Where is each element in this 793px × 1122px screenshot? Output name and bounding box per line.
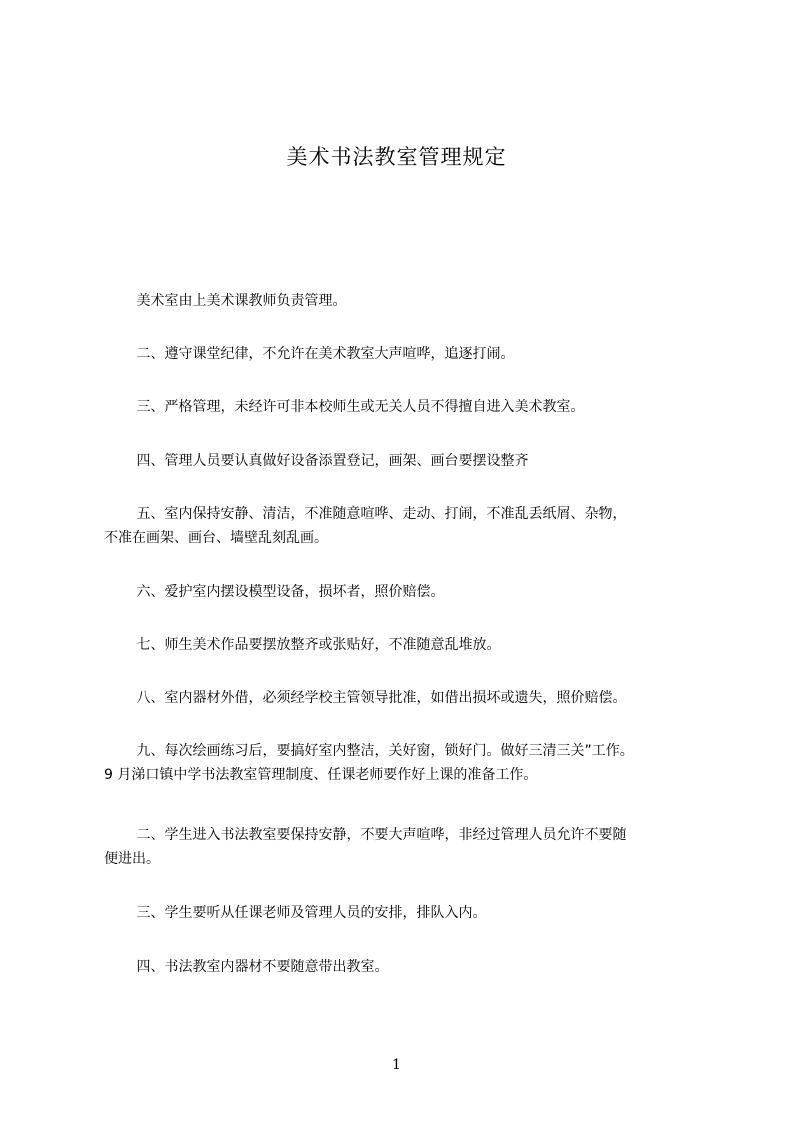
paragraph-7 xyxy=(104,633,704,657)
paragraph-10 xyxy=(104,823,704,871)
page-title: 美术书法教室管理规定 xyxy=(286,145,507,169)
paragraph-line: 美术室由上美术课教师负责管理。 xyxy=(104,293,347,309)
paragraph-line: 便进出。 xyxy=(104,851,160,867)
paragraph-line: 四、书法教室内器材不要随意带出教室。 xyxy=(104,959,389,975)
paragraph-line: 八、室内器材外借，必须经学校主管领导批准，如借出损坏或遗失，照价赔偿。 xyxy=(104,690,627,706)
paragraph-11 xyxy=(104,901,704,925)
paragraph-line: 三、严格管理，未经许可非本校师生或无关人员不得擅自进入美术教室。 xyxy=(104,399,585,415)
paragraph-5 xyxy=(104,502,704,550)
paragraph-12 xyxy=(104,955,704,979)
paragraph-9 xyxy=(104,739,704,787)
paragraph-8 xyxy=(104,686,704,710)
paragraph-line: 六、爱护室内摆设模型设备，损坏者，照价赔偿。 xyxy=(104,584,445,600)
paragraph-1 xyxy=(104,289,704,313)
paragraph-line: 四、管理人员要认真做好设备添置登记，画架、画台要摆设整齐 xyxy=(104,453,529,469)
paragraph-3 xyxy=(104,395,704,419)
paragraph-line: 九、每次绘画练习后，要搞好室内整洁，关好窗，锁好门。做好三清三关”工作。 xyxy=(104,743,634,759)
paragraph-line: 三、学生要听从任课老师及管理人员的安排，排队入内。 xyxy=(104,905,487,921)
page-number: 1 xyxy=(392,1057,401,1073)
paragraph-2 xyxy=(104,342,704,366)
paragraph-line: 二、学生进入书法教室要保持安静，不要大声喧哗，非经过管理人员允许不要随 xyxy=(104,827,627,843)
paragraph-line: 五、室内保持安静、清洁，不准随意喧哗、走动、打闹，不准乱丢纸屑、杂物， xyxy=(104,506,627,522)
paragraph-line: 二、遵守课堂纪律，不允许在美术教室大声喧哗，追逐打闹。 xyxy=(104,346,515,362)
paragraph-4 xyxy=(104,449,704,473)
paragraph-line: 9 月涕口镇中学书法教室管理制度、任课老师要作好上课的准备工作。 xyxy=(104,767,538,783)
paragraph-line: 七、师生美术作品要摆放整齐或张贴好，不准随意乱堆放。 xyxy=(104,637,501,653)
paragraph-6 xyxy=(104,580,704,604)
paragraph-line: 不准在画架、画台、墙壁乱刻乱画。 xyxy=(104,530,328,546)
